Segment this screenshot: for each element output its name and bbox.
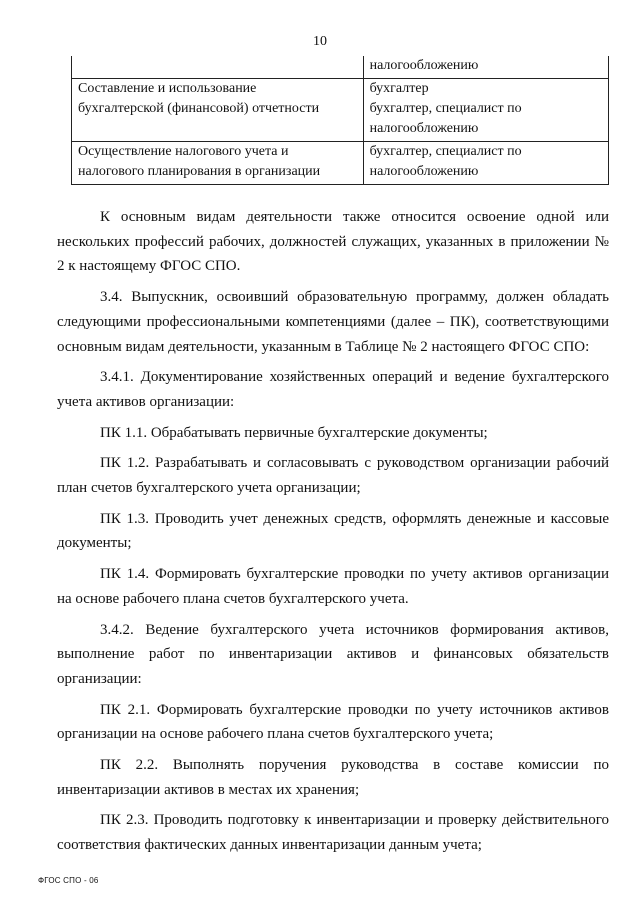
table-cell-activity: Составление и использование бухгалтерской (финансовой) отчетности	[72, 79, 364, 142]
paragraph: 3.4.2. Ведение бухгалтерского учета источников формирования активов, выполнение работ по инвентаризации активов и финансовых обязательств организации:	[57, 621, 609, 687]
paragraph: ПК 1.2. Разрабатывать и согласовывать с руководством организации рабочий план счетов бухгалтерского учета организации;	[57, 455, 609, 497]
paragraph: ПК 2.2. Выполнять поручения руководства в составе комиссии по инвентаризации активов в местах их хранения;	[57, 757, 609, 798]
paragraph: ПК 1.4. Формировать бухгалтерские проводки по учету активов организации на основе рабочего плана счетов бухгалтерского учета.	[57, 566, 609, 607]
paragraph: ПК 2.3. Проводить подготовку к инвентаризации и проверку действительного соответствия фактических данных инвентаризации данным учета;	[57, 812, 609, 854]
paragraph: ПК 1.1. Обрабатывать первичные бухгалтерские документы;	[100, 424, 488, 441]
paragraph: ПК 2.1. Формировать бухгалтерские проводки по учету источников активов организации на основе рабочего плана счетов бухгалтерского учета;	[57, 701, 609, 743]
table-cell-activity: Осуществление налогового учета и налогового планирования в организации	[72, 142, 364, 185]
table-cell-profession: налогообложению	[363, 56, 608, 79]
footer-label: ФГОС СПО - 06	[38, 876, 99, 885]
table-row	[72, 142, 609, 185]
table-row	[72, 79, 609, 142]
table-cell-profession: бухгалтер бухгалтер, специалист по налогообложению	[363, 79, 608, 142]
professions-table	[71, 56, 609, 185]
paragraph: 3.4. Выпускник, освоивший образовательную программу, должен обладать следующими профессиональными компетенциями (далее – ПК), соответствующими основным видам деятельности, указанным в Таблице № 2 настоящего ФГОС СПО:	[57, 289, 609, 355]
page-number: 10	[313, 34, 327, 49]
table-row	[72, 56, 609, 79]
paragraph: К основным видам деятельности также относится освоение одной или нескольких профессий рабочих, должностей служащих, указанных в приложении № 2 к настоящему ФГОС СПО.	[57, 209, 609, 275]
paragraph: ПК 1.3. Проводить учет денежных средств, оформлять денежные и кассовые документы;	[57, 510, 609, 552]
document-body	[57, 205, 609, 864]
paragraph: 3.4.1. Документирование хозяйственных операций и ведение бухгалтерского учета активов организации:	[57, 369, 609, 410]
table-cell-activity	[72, 56, 364, 79]
table-cell-profession: бухгалтер, специалист по налогообложению	[363, 142, 608, 185]
